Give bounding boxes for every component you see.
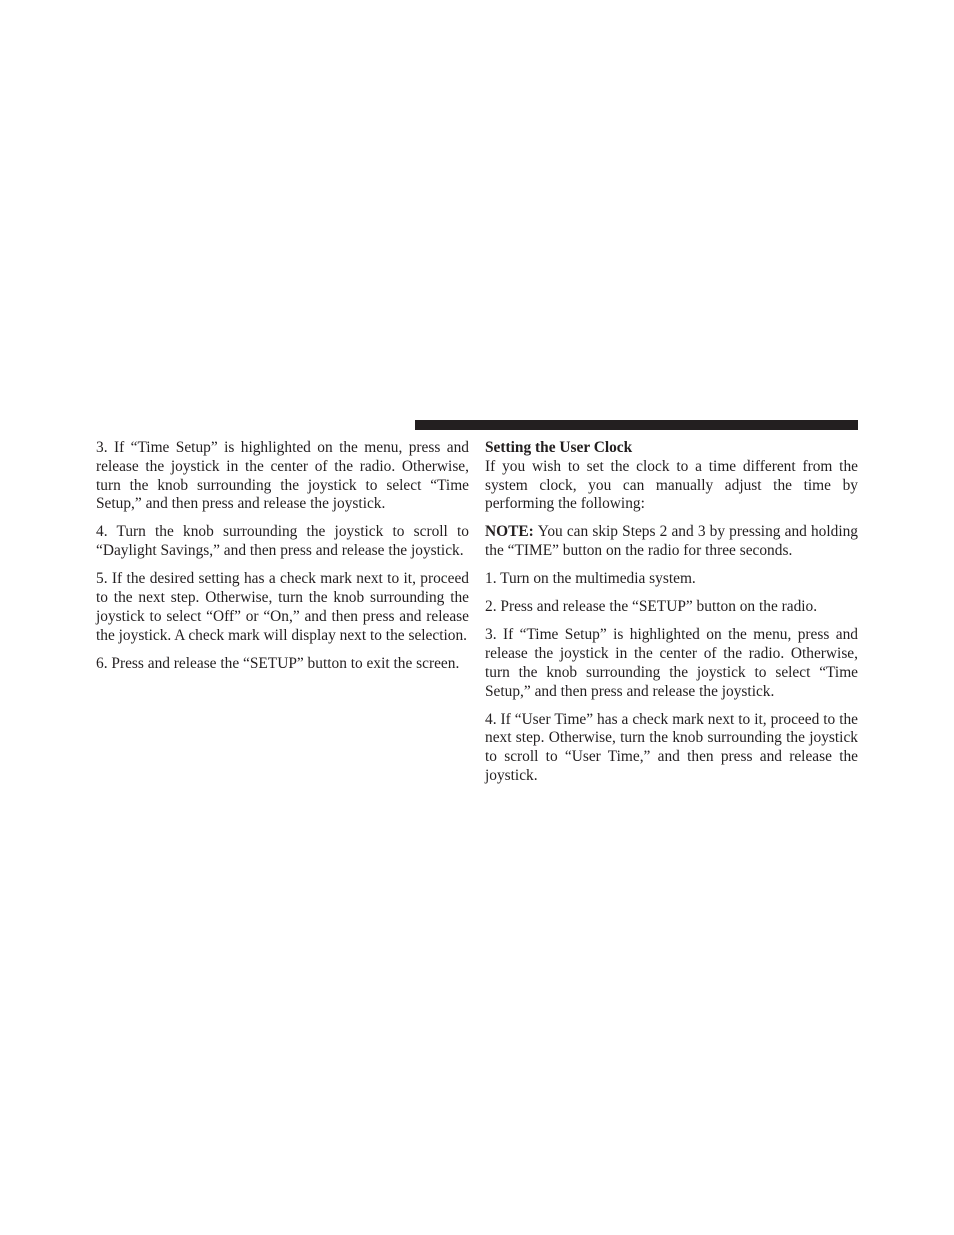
intro-paragraph: If you wish to set the clock to a time different from the system clock, you can manually adjust the time by performing the following: [485,457,858,513]
left-paragraph-step-4: 4. Turn the knob surrounding the joystick to scroll to “Daylight Savings,” and then press and release the joystick. [96,523,469,560]
right-paragraph-step-2: 2. Press and release the “SETUP” button on the radio. [485,598,818,616]
right-paragraph-step-4: 4. If “User Time” has a check mark next to it, proceed to the next step. Otherwise, turn the knob surrounding the joystick to scroll to “User Time,” and then press and release the joystick. [485,710,858,784]
section-header-bar [415,420,858,430]
section-heading: Setting the User Clock [485,439,633,456]
right-column [485,439,858,795]
note-label: NOTE: [485,523,534,541]
left-column [96,439,469,683]
left-paragraph-step-3: 3. If “Time Setup” is highlighted on the menu, press and release the joystick in the center of the radio. Otherwise, turn the knob surrounding the joystick to select “Time Setup,” and then press and release the joystick. [96,439,469,513]
left-paragraph-step-6: 6. Press and release the “SETUP” button to exit the screen. [96,654,460,672]
right-paragraph-step-3: 3. If “Time Setup” is highlighted on the menu, press and release the joystick in the center of the radio. Otherwise, turn the knob surrounding the joystick to select “Time Setup,” and then press and release the joystick. [485,626,858,700]
right-paragraph-step-1: 1. Turn on the multimedia system. [485,570,696,588]
note-paragraph [485,523,858,561]
note-text: You can skip Steps 2 and 3 by pressing and holding the “TIME” button on the radio for three seconds. [485,523,858,560]
left-paragraph-step-5: 5. If the desired setting has a check mark next to it, proceed to the next step. Otherwise, turn the knob surrounding the joystick to select “Off” or “On,” and then press and release the joystick. A check mark will display next to the selection. [96,570,469,644]
